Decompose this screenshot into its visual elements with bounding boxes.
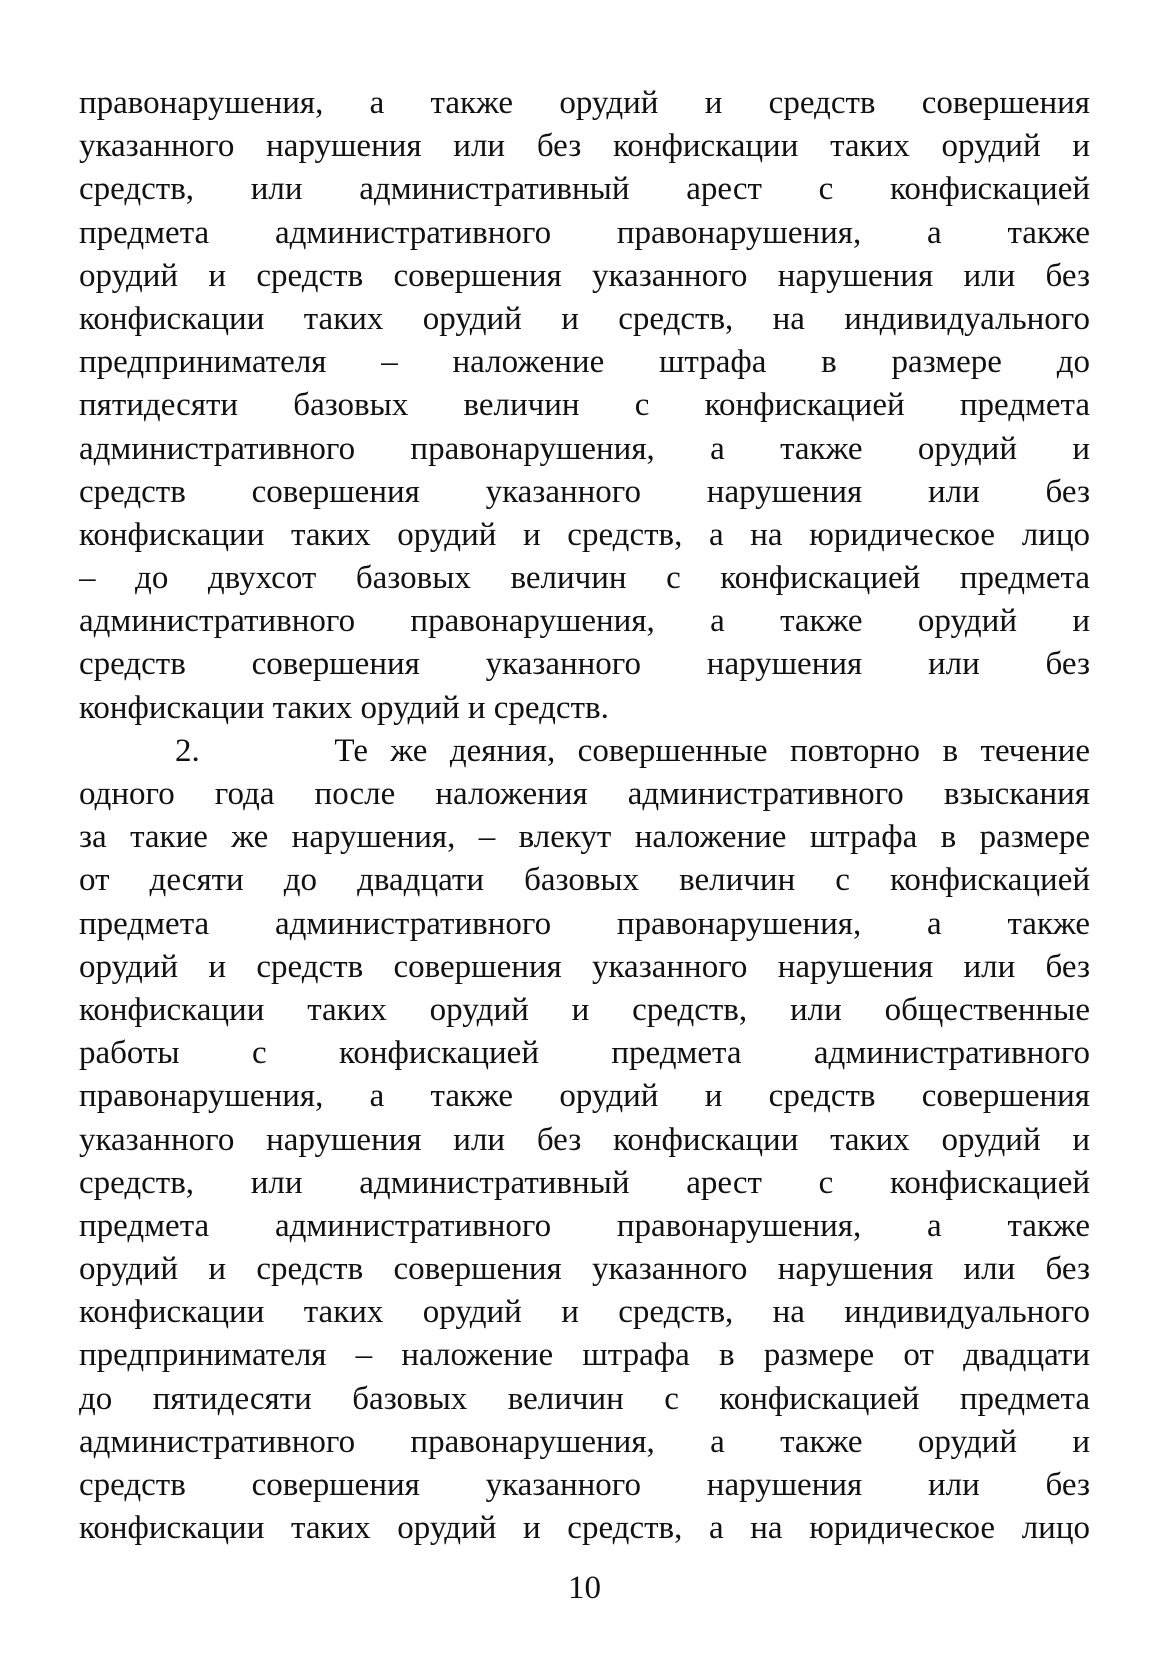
text-line: средств, или административный арест с конфискацией: [79, 171, 1090, 208]
text-line: от десяти до двадцати базовых величин с конфискацией: [79, 862, 1090, 899]
numbered-paragraph-start: 2. Те же деяния, совершенные повторно в течение: [175, 732, 1090, 769]
text-line: указанного нарушения или без конфискации таких орудий и: [79, 1121, 1090, 1158]
text-line: конфискации таких орудий и средств, а на юридическое лицо: [79, 1510, 1090, 1547]
text-line: административного правонарушения, а также орудий и: [79, 603, 1090, 640]
text-line: одного года после наложения административного взыскания: [79, 776, 1090, 812]
text-line: пятидесяти базовых величин с конфискацией предмета: [79, 387, 1090, 424]
text-line: предпринимателя – наложение штрафа в размере до: [79, 344, 1090, 381]
text-line: орудий и средств совершения указанного нарушения или без: [79, 1251, 1090, 1288]
text-line: орудий и средств совершения указанного нарушения или без: [79, 948, 1090, 985]
text-line: указанного нарушения или без конфискации таких орудий и: [79, 128, 1090, 165]
page-number: 10: [568, 1570, 601, 1606]
text-line: конфискации таких орудий и средств, или общественные: [79, 991, 1090, 1028]
text-line: правонарушения, а также орудий и средств совершения: [79, 1078, 1090, 1115]
text-line: средств совершения указанного нарушения или без: [79, 473, 1090, 510]
text-line: средств совершения указанного нарушения или без: [79, 1467, 1090, 1503]
paragraph-end-line: конфискации таких орудий и средств.: [79, 689, 609, 726]
text-line: предпринимателя – наложение штрафа в размере от двадцати: [79, 1337, 1090, 1374]
text-line: – до двухсот базовых величин с конфискацией предмета: [79, 560, 1090, 597]
text-line: средств, или административный арест с конфискацией: [79, 1164, 1090, 1201]
text-line: административного правонарушения, а также орудий и: [79, 1423, 1090, 1460]
text-line: предмета административного правонарушения, а также: [79, 905, 1090, 942]
body-text: [79, 82, 1090, 1550]
text-line: конфискации таких орудий и средств, на индивидуального: [79, 1294, 1090, 1331]
text-line: предмета административного правонарушения, а также: [79, 214, 1090, 251]
text-line: работы с конфискацией предмета административного: [79, 1035, 1090, 1072]
text-line: до пятидесяти базовых величин с конфискацией предмета: [79, 1380, 1090, 1417]
text-line: средств совершения указанного нарушения или без: [79, 646, 1090, 683]
text-line: за такие же нарушения, – влекут наложение штрафа в размере: [79, 819, 1090, 856]
text-line: конфискации таких орудий и средств, на индивидуального: [79, 300, 1090, 337]
text-line: орудий и средств совершения указанного нарушения или без: [79, 257, 1090, 294]
text-line: правонарушения, а также орудий и средств совершения: [79, 85, 1090, 121]
text-line: конфискации таких орудий и средств, а на юридическое лицо: [79, 516, 1090, 553]
text-line: административного правонарушения, а также орудий и: [79, 430, 1090, 467]
text-line: предмета административного правонарушения, а также: [79, 1207, 1090, 1244]
